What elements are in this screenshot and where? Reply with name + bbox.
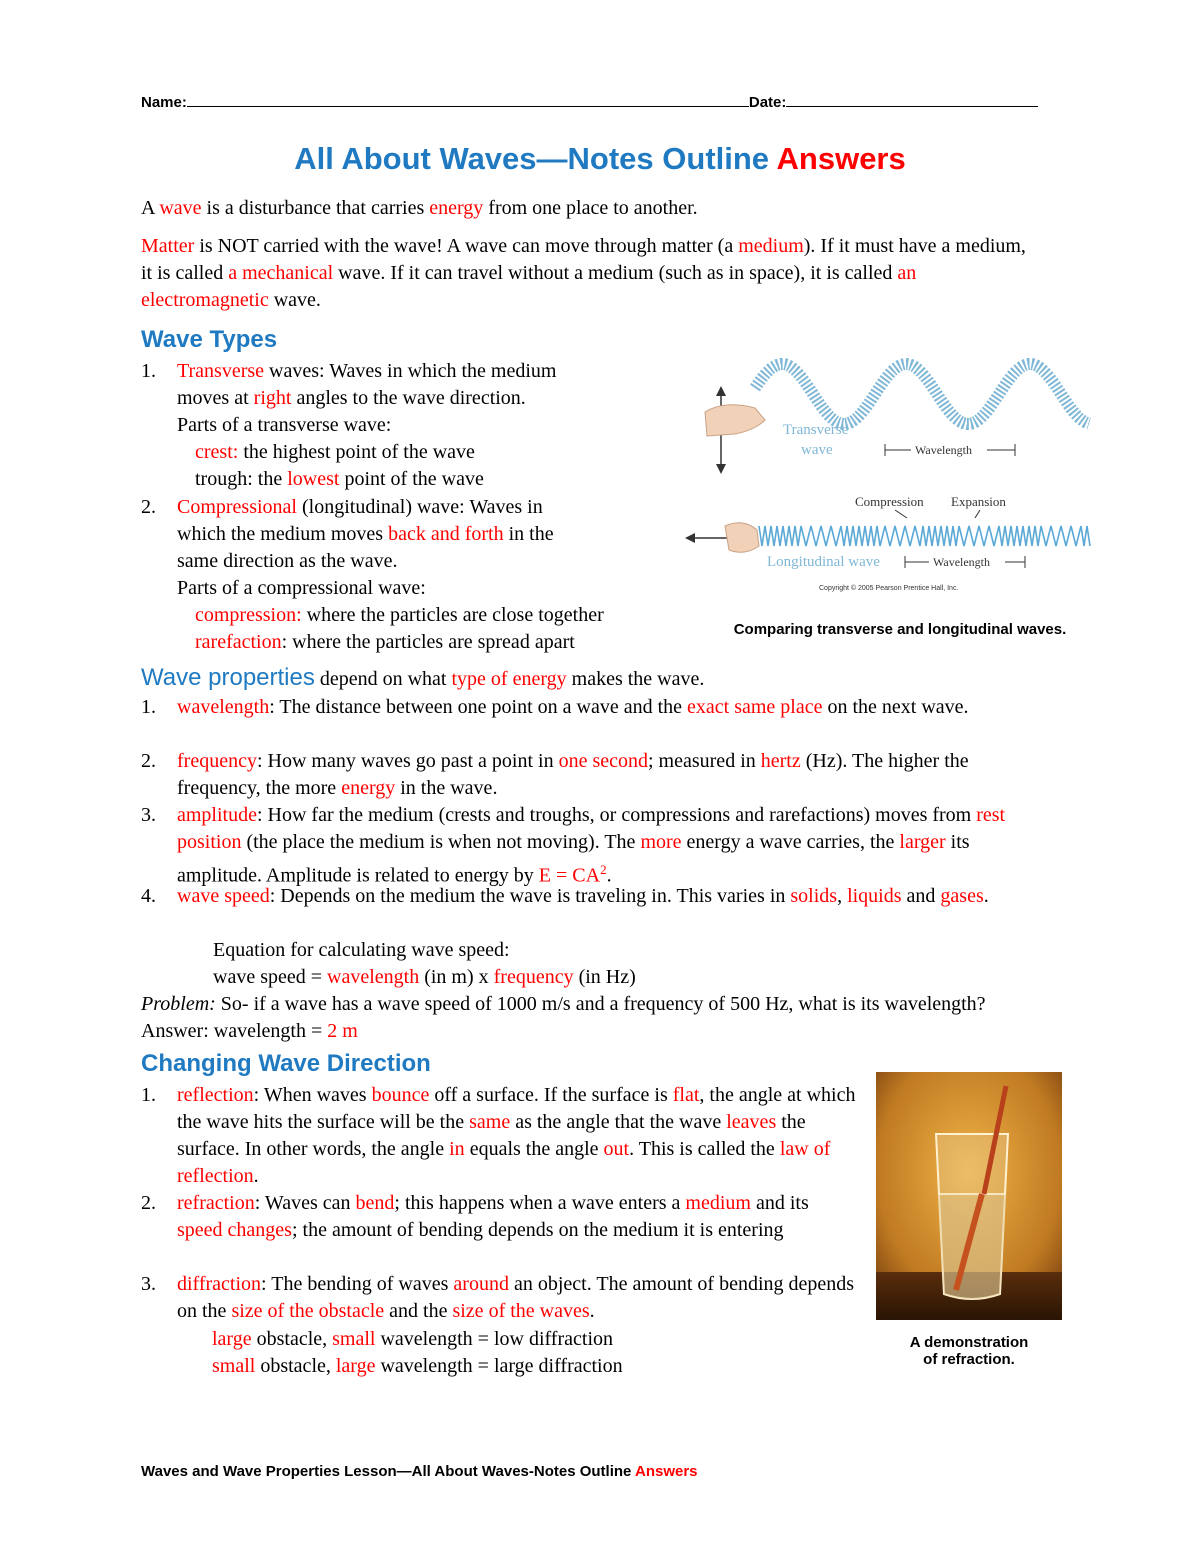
wave-speed-equation: wave speed = wavelength (in m) x frequency (in Hz) <box>213 966 636 988</box>
expansion-label: Expansion <box>951 494 1006 509</box>
date-field[interactable] <box>786 88 1038 107</box>
svg-text:Wavelength: Wavelength <box>933 555 991 569</box>
diffraction-rule-1: large obstacle, small wavelength = low diffraction <box>212 1328 613 1350</box>
refraction-caption: A demonstration of refraction. <box>909 1334 1029 1368</box>
longitudinal-label: Longitudinal wave <box>767 554 880 570</box>
page-footer: Waves and Wave Properties Lesson—All About Waves-Notes Outline Answers <box>141 1463 698 1480</box>
diffraction-rule-2: small obstacle, large wavelength = large diffraction <box>212 1355 623 1377</box>
title-main: All About Waves—Notes Outline <box>294 141 770 176</box>
section-heading-wave-types: Wave Types <box>141 326 278 353</box>
name-date-row <box>141 88 1066 111</box>
properties-heading-line: Wave properties depend on what type of energy makes the wave. <box>141 664 705 691</box>
transverse-wave-coil <box>755 364 1089 424</box>
page-title <box>0 141 1200 177</box>
date-label: Date: <box>748 94 787 111</box>
intro-paragraph-1: A wave is a disturbance that carries energy from one place to another. <box>141 197 698 219</box>
transverse-label-1: Transverse <box>783 422 849 438</box>
problem-text: Problem: So- if a wave has a wave speed of 1000 m/s and a frequency of 500 Hz, what is its wavelength? Answer: wavelength = 2 m <box>141 993 986 1042</box>
wave-comparison-figure <box>685 350 1097 600</box>
hand-icon <box>685 523 759 552</box>
svg-text:Wavelength: Wavelength <box>915 443 973 457</box>
compression-label: Compression <box>855 494 924 509</box>
equation-label: Equation for calculating wave speed: <box>213 939 510 961</box>
name-label: Name: <box>141 94 187 111</box>
section-heading-changing-direction: Changing Wave Direction <box>141 1050 431 1077</box>
wavelength-marker-bottom <box>905 554 1025 570</box>
transverse-label-2: wave <box>801 442 833 458</box>
section-heading-wave-properties: Wave properties <box>141 664 315 691</box>
longitudinal-wave-spring <box>759 526 1090 546</box>
hand-icon <box>705 386 765 474</box>
wave-figure-caption: Comparing transverse and longitudinal waves. <box>733 621 1067 638</box>
refraction-photo <box>876 1072 1062 1320</box>
copyright-text: Copyright © 2005 Pearson Prentice Hall, Inc. <box>819 585 959 592</box>
title-accent: Answers <box>776 141 906 176</box>
intro-paragraph-2: Matter is NOT carried with the wave! A wave can move through matter (a medium). If it must have a medium, it is called a mechanical wave. If it can travel without a medium (such as in space), it is called an electromagnetic wave. <box>141 235 1026 311</box>
wavelength-marker-top <box>885 442 1015 458</box>
name-field[interactable] <box>187 88 749 107</box>
